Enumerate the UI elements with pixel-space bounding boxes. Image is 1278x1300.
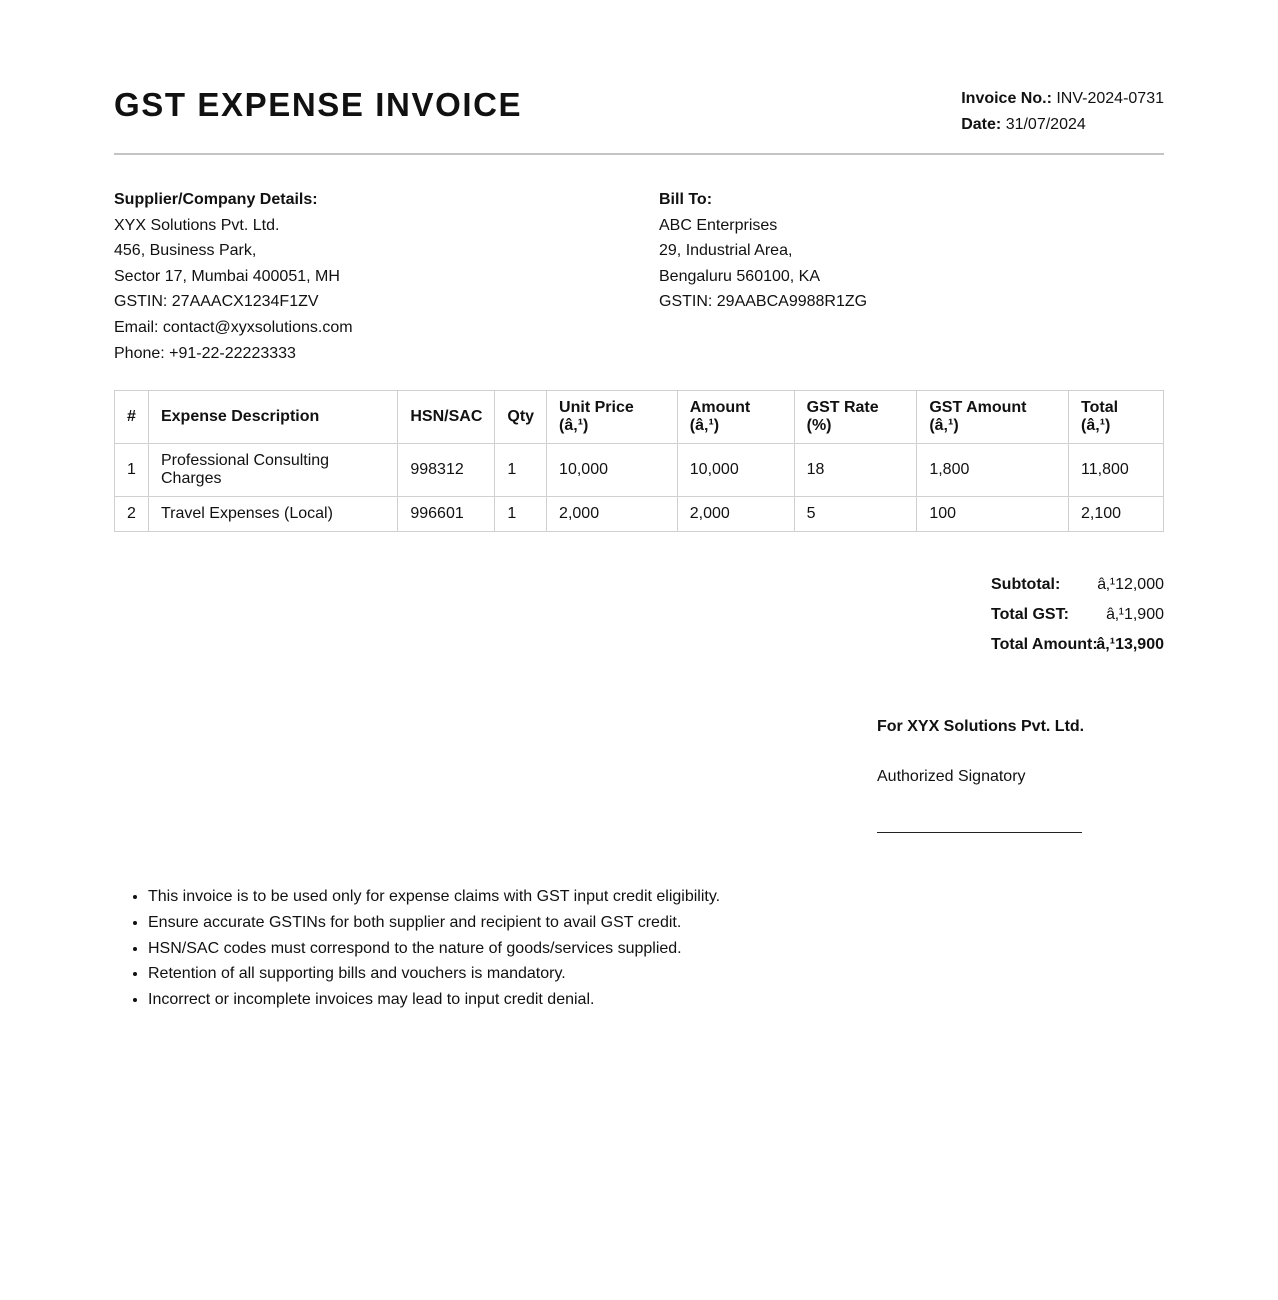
column-header-description: Expense Description: [148, 391, 397, 444]
total-amount-value: â‚¹13,900: [1096, 636, 1164, 653]
row-total: 11,800: [1069, 444, 1164, 497]
row-gst-amount: 100: [917, 497, 1069, 532]
row-unit-price: 10,000: [547, 444, 678, 497]
column-header-gst-amount: GST Amount (â‚¹): [917, 391, 1069, 444]
column-header-hsn-sac: HSN/SAC: [398, 391, 495, 444]
subtotal-label: Subtotal:: [991, 576, 1061, 593]
row-qty: 1: [495, 444, 547, 497]
row-hsn-sac: 996601: [398, 497, 495, 532]
header-divider: [114, 153, 1164, 155]
invoice-number-row: [961, 86, 1164, 112]
supplier-gstin: GSTIN: 27AAACX1234F1ZV: [114, 293, 319, 311]
total-amount-label: Total Amount:: [991, 636, 1098, 653]
column-header-unit-price: Unit Price (â‚¹): [547, 391, 678, 444]
row-gst-amount: 1,800: [917, 444, 1069, 497]
row-gst-rate: 5: [794, 497, 917, 532]
supplier-phone: Phone: +91-22-22223333: [114, 344, 296, 362]
list-item: • Incorrect or incomplete invoices may lead to input credit denial.: [148, 987, 720, 1013]
invoice-meta: [961, 86, 1164, 138]
signature-line: [877, 832, 1082, 833]
authorized-signatory-label: Authorized Signatory: [877, 768, 1026, 785]
row-number: 1: [115, 444, 149, 497]
supplier-name: XYX Solutions Pvt. Ltd.: [114, 216, 280, 234]
table-row: [115, 444, 1164, 497]
invoice-date-label: Date:: [961, 116, 1002, 133]
total-gst-value: â‚¹1,900: [1106, 606, 1164, 623]
column-header-amount: Amount (â‚¹): [677, 391, 794, 444]
list-item: • HSN/SAC codes must correspond to the nature of goods/services supplied.: [148, 936, 720, 962]
bill-to-name: ABC Enterprises: [659, 216, 778, 234]
totals-summary: [991, 570, 1164, 660]
bill-to-heading: Bill To:: [659, 191, 713, 208]
row-number: 2: [115, 497, 149, 532]
invoice-number-label: Invoice No.:: [961, 90, 1052, 107]
subtotal-row: [991, 570, 1164, 600]
list-item: • This invoice is to be used only for expense claims with GST input credit eligibility.: [148, 884, 720, 910]
row-amount: 10,000: [677, 444, 794, 497]
bill-to-address-line-1: 29, Industrial Area,: [659, 242, 793, 260]
total-amount-row: [991, 630, 1164, 660]
invoice-date-row: [961, 112, 1164, 138]
supplier-address-line-1: 456, Business Park,: [114, 242, 257, 260]
invoice-date: 31/07/2024: [1005, 116, 1086, 133]
row-gst-rate: 18: [794, 444, 917, 497]
invoice-title: GST EXPENSE INVOICE: [114, 86, 523, 123]
bill-to-gstin: GSTIN: 29AABCA9988R1ZG: [659, 293, 868, 311]
table-row: [115, 497, 1164, 532]
total-gst-row: [991, 600, 1164, 630]
row-hsn-sac: 998312: [398, 444, 495, 497]
column-header-gst-rate: GST Rate (%): [794, 391, 917, 444]
invoice-number: INV-2024-0731: [1056, 90, 1164, 107]
supplier-address-line-2: Sector 17, Mumbai 400051, MH: [114, 267, 340, 285]
row-amount: 2,000: [677, 497, 794, 532]
list-item: • Ensure accurate GSTINs for both supplier and recipient to avail GST credit.: [148, 910, 720, 936]
table-header-row: [115, 391, 1164, 444]
supplier-details: [114, 187, 634, 366]
signature-company: For XYX Solutions Pvt. Ltd.: [877, 718, 1085, 735]
expense-table: [114, 390, 1164, 532]
row-description: Travel Expenses (Local): [148, 497, 397, 532]
list-item: • Retention of all supporting bills and vouchers is mandatory.: [148, 961, 720, 987]
signature-block: [877, 718, 1084, 833]
total-gst-label: Total GST:: [991, 606, 1069, 623]
row-total: 2,100: [1069, 497, 1164, 532]
bill-to-address-line-2: Bengaluru 560100, KA: [659, 267, 821, 285]
bill-to-details: [659, 187, 1159, 315]
supplier-email: Email: contact@xyxsolutions.com: [114, 318, 353, 336]
row-unit-price: 2,000: [547, 497, 678, 532]
row-qty: 1: [495, 497, 547, 532]
subtotal-value: â‚¹12,000: [1097, 576, 1164, 593]
column-header-qty: Qty: [495, 391, 547, 444]
row-description: Professional Consulting Charges: [148, 444, 397, 497]
terms-notes-list: [114, 884, 720, 1013]
column-header-total: Total (â‚¹): [1069, 391, 1164, 444]
column-header-number: #: [115, 391, 149, 444]
supplier-heading: Supplier/Company Details:: [114, 191, 318, 208]
